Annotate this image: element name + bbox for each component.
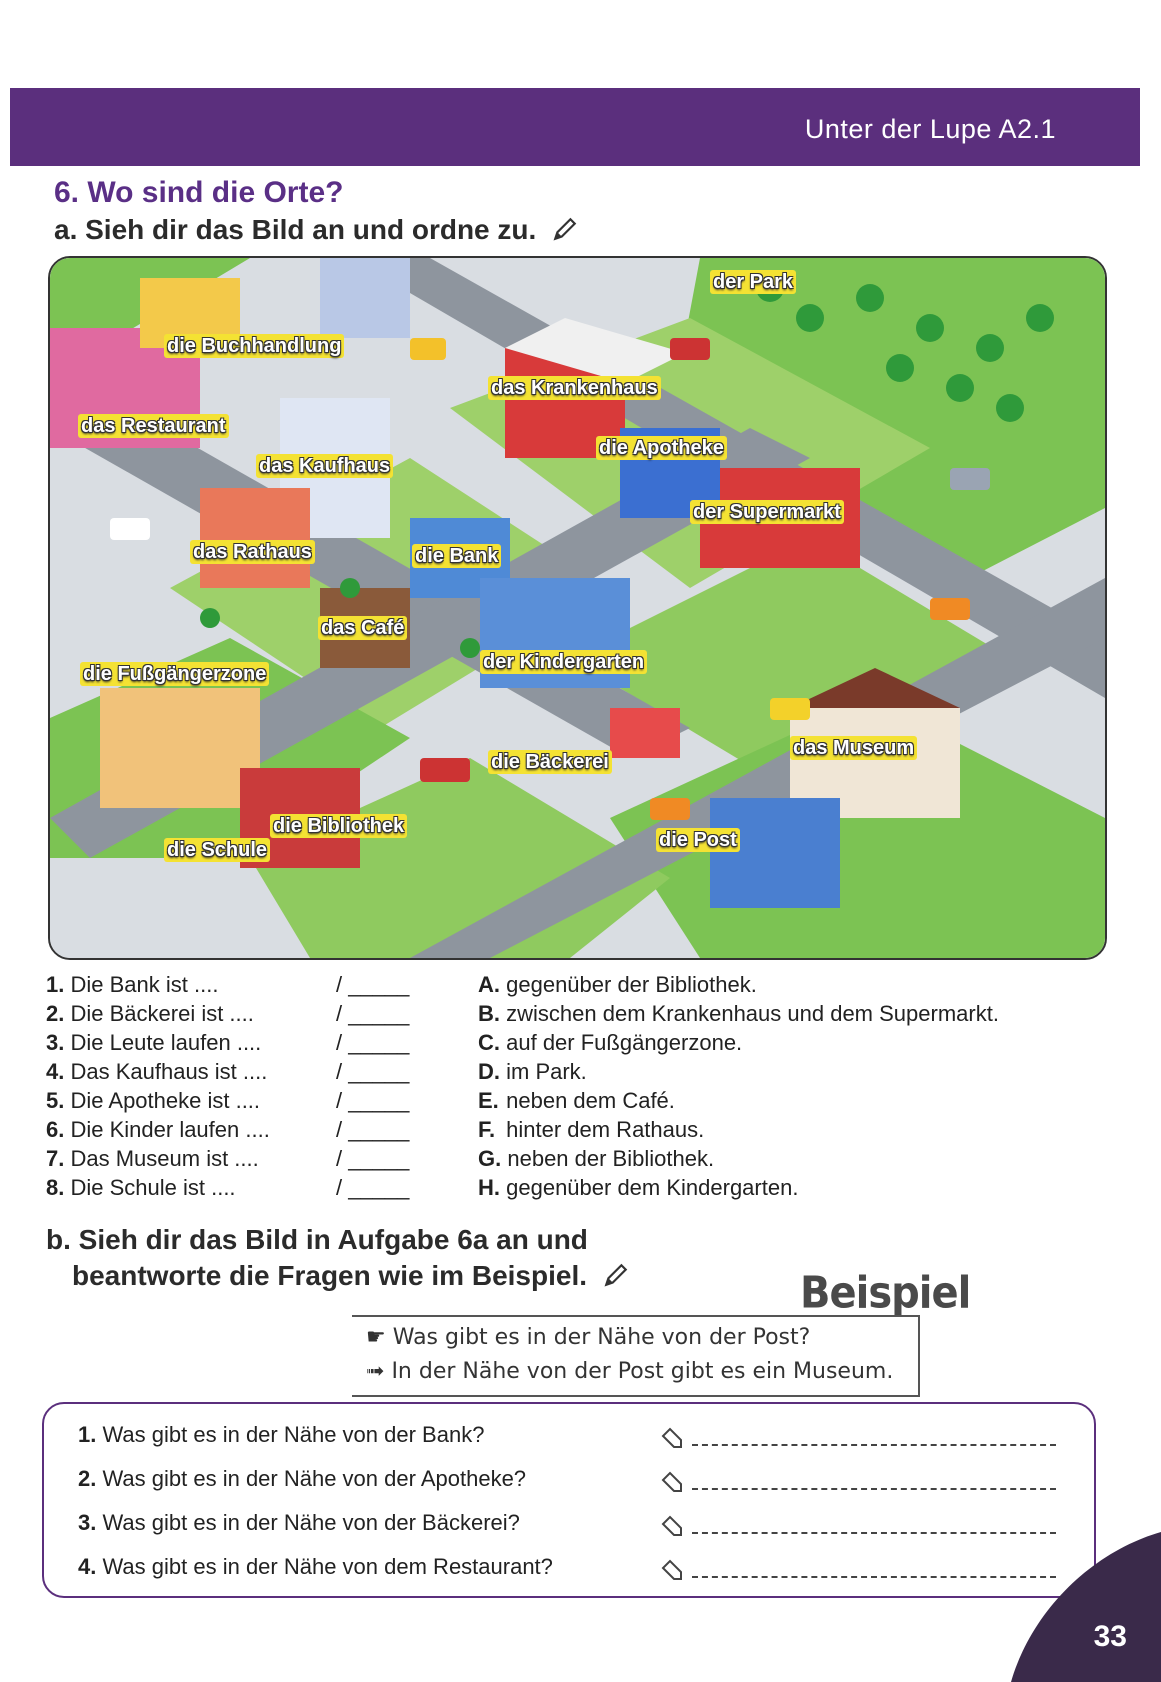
statement-number: 2. xyxy=(46,1001,65,1026)
map-label-rathaus: das Rathaus xyxy=(190,540,315,564)
option-d xyxy=(478,1059,999,1088)
part-b-line-2 xyxy=(46,1258,629,1294)
pencil-icon xyxy=(603,1262,629,1288)
question-2 xyxy=(78,1466,526,1492)
pointing-hand-icon: ☛ xyxy=(366,1325,386,1350)
statement-text: Die Leute laufen .... xyxy=(70,1030,262,1055)
part-b-line-2-text: beantworte die Fragen wie im Beispiel. xyxy=(72,1260,588,1291)
statement-number: 8. xyxy=(46,1175,65,1200)
question-1 xyxy=(78,1422,484,1448)
statement-number: 1. xyxy=(46,972,65,997)
option-a xyxy=(478,972,999,1001)
map-label-park: der Park xyxy=(710,270,796,294)
city-map xyxy=(48,256,1107,960)
option-text: neben dem Café. xyxy=(506,1088,675,1113)
option-text: auf der Fußgängerzone. xyxy=(506,1030,743,1055)
question-text: Was gibt es in der Nähe von der Apotheke? xyxy=(102,1466,527,1491)
question-4 xyxy=(78,1554,553,1580)
option-e xyxy=(478,1088,999,1117)
statement-text: Das Kaufhaus ist .... xyxy=(70,1059,268,1084)
option-text: neben der Bibliothek. xyxy=(507,1146,715,1171)
statements-list xyxy=(46,972,270,1204)
answer-blank[interactable]: / _____ xyxy=(336,1001,410,1026)
option-text: im Park. xyxy=(506,1059,587,1084)
answer-blank[interactable]: / _____ xyxy=(336,1175,410,1200)
part-b-line-1: b. Sieh dir das Bild in Aufgabe 6a an und xyxy=(46,1224,588,1255)
page-number: 33 xyxy=(1093,1620,1127,1653)
option-h xyxy=(478,1175,999,1204)
pencil-icon xyxy=(660,1426,684,1450)
option-b xyxy=(478,1001,999,1030)
map-label-kaufhaus: das Kaufhaus xyxy=(256,454,393,478)
statement-2 xyxy=(46,1001,270,1030)
statement-7 xyxy=(46,1146,270,1175)
option-text: gegenüber der Bibliothek. xyxy=(506,972,757,997)
options-list xyxy=(478,972,999,1204)
statement-1 xyxy=(46,972,270,1001)
task-part-a-instruction xyxy=(54,214,578,246)
option-letter: C. xyxy=(478,1030,500,1055)
task-title: 6. Wo sind die Orte? xyxy=(54,176,344,209)
pencil-icon xyxy=(552,216,578,242)
option-letter: D. xyxy=(478,1059,500,1084)
map-label-post: die Post xyxy=(656,828,740,852)
answer-line[interactable] xyxy=(692,1532,1056,1534)
map-label-schule: die Schule xyxy=(164,838,270,862)
question-text: Was gibt es in der Nähe von dem Restaurant? xyxy=(102,1554,553,1579)
statement-3 xyxy=(46,1030,270,1059)
answer-blank[interactable]: / _____ xyxy=(336,1088,410,1113)
part-b-instruction xyxy=(46,1222,629,1294)
map-label-baeckerei: die Bäckerei xyxy=(488,750,612,774)
pencil-icon xyxy=(660,1470,684,1494)
pencil-icon xyxy=(660,1514,684,1538)
option-text: hinter dem Rathaus. xyxy=(506,1117,705,1142)
statement-6 xyxy=(46,1117,270,1146)
statement-text: Die Kinder laufen .... xyxy=(70,1117,270,1142)
statement-text: Die Apotheke ist .... xyxy=(70,1088,261,1113)
option-c xyxy=(478,1030,999,1059)
answer-blank[interactable]: / _____ xyxy=(336,972,410,997)
option-letter: G. xyxy=(478,1146,502,1171)
answer-line[interactable] xyxy=(692,1444,1056,1446)
answer-blanks xyxy=(336,972,409,1204)
statement-5 xyxy=(46,1088,270,1117)
map-label-apotheke: die Apotheke xyxy=(596,436,727,460)
map-label-bank: die Bank xyxy=(412,544,501,568)
option-text: zwischen dem Krankenhaus und dem Supermarkt. xyxy=(506,1001,999,1026)
answer-blank[interactable]: / _____ xyxy=(336,1030,410,1055)
map-label-supermarkt: der Supermarkt xyxy=(690,500,844,524)
statement-number: 7. xyxy=(46,1146,65,1171)
option-letter: B. xyxy=(478,1001,500,1026)
page-corner xyxy=(1011,1532,1161,1682)
pencil-icon xyxy=(660,1558,684,1582)
example-label: Beispiel xyxy=(800,1267,971,1319)
answer-blank[interactable]: / _____ xyxy=(336,1059,410,1084)
option-g xyxy=(478,1146,999,1175)
statement-8 xyxy=(46,1175,270,1204)
answer-line[interactable] xyxy=(692,1576,1056,1578)
map-label-buchhandlung: die Buchhandlung xyxy=(164,334,344,358)
map-label-bibliothek: die Bibliothek xyxy=(270,814,407,838)
question-number: 1. xyxy=(78,1422,97,1447)
map-label-krankenhaus: das Krankenhaus xyxy=(488,376,661,400)
statement-text: Die Bank ist .... xyxy=(70,972,219,997)
answer-line[interactable] xyxy=(692,1488,1056,1490)
example-box xyxy=(352,1315,920,1397)
example-answer-line xyxy=(366,1359,893,1384)
statement-text: Das Museum ist .... xyxy=(70,1146,259,1171)
question-number: 4. xyxy=(78,1554,97,1579)
example-question-line xyxy=(366,1325,810,1350)
option-letter: E. xyxy=(478,1088,499,1113)
statement-number: 4. xyxy=(46,1059,65,1084)
header-band xyxy=(10,88,1140,166)
statement-number: 6. xyxy=(46,1117,65,1142)
map-label-restaurant: das Restaurant xyxy=(78,414,229,438)
question-text: Was gibt es in der Nähe von der Bäckerei? xyxy=(102,1510,520,1535)
map-label-museum: das Museum xyxy=(790,736,917,760)
question-number: 3. xyxy=(78,1510,97,1535)
statement-number: 3. xyxy=(46,1030,65,1055)
option-letter: F. xyxy=(478,1117,496,1142)
statement-text: Die Schule ist .... xyxy=(70,1175,236,1200)
option-letter: A. xyxy=(478,972,500,997)
option-letter: H. xyxy=(478,1175,500,1200)
option-f xyxy=(478,1117,999,1146)
statement-4 xyxy=(46,1059,270,1088)
question-text: Was gibt es in der Nähe von der Bank? xyxy=(102,1422,485,1447)
option-text: gegenüber dem Kindergarten. xyxy=(506,1175,799,1200)
questions-box xyxy=(42,1402,1096,1598)
statement-text: Die Bäckerei ist .... xyxy=(70,1001,254,1026)
map-label-fussgaengerzone: die Fußgängerzone xyxy=(80,662,269,686)
answer-blank[interactable]: / _____ xyxy=(336,1117,410,1142)
example-question: Was gibt es in der Nähe von der Post? xyxy=(392,1325,811,1350)
book-title: Unter der Lupe A2.1 xyxy=(804,114,1056,144)
part-a-text: a. Sieh dir das Bild an und ordne zu. xyxy=(54,214,537,245)
map-label-cafe: das Café xyxy=(318,616,407,640)
answer-blank[interactable]: / _____ xyxy=(336,1146,410,1171)
question-number: 2. xyxy=(78,1466,97,1491)
map-label-kindergarten: der Kindergarten xyxy=(480,650,647,674)
example-answer: In der Nähe von der Post gibt es ein Museum. xyxy=(391,1359,894,1384)
question-3 xyxy=(78,1510,520,1536)
arrow-right-icon: ➟ xyxy=(366,1359,385,1384)
statement-number: 5. xyxy=(46,1088,65,1113)
